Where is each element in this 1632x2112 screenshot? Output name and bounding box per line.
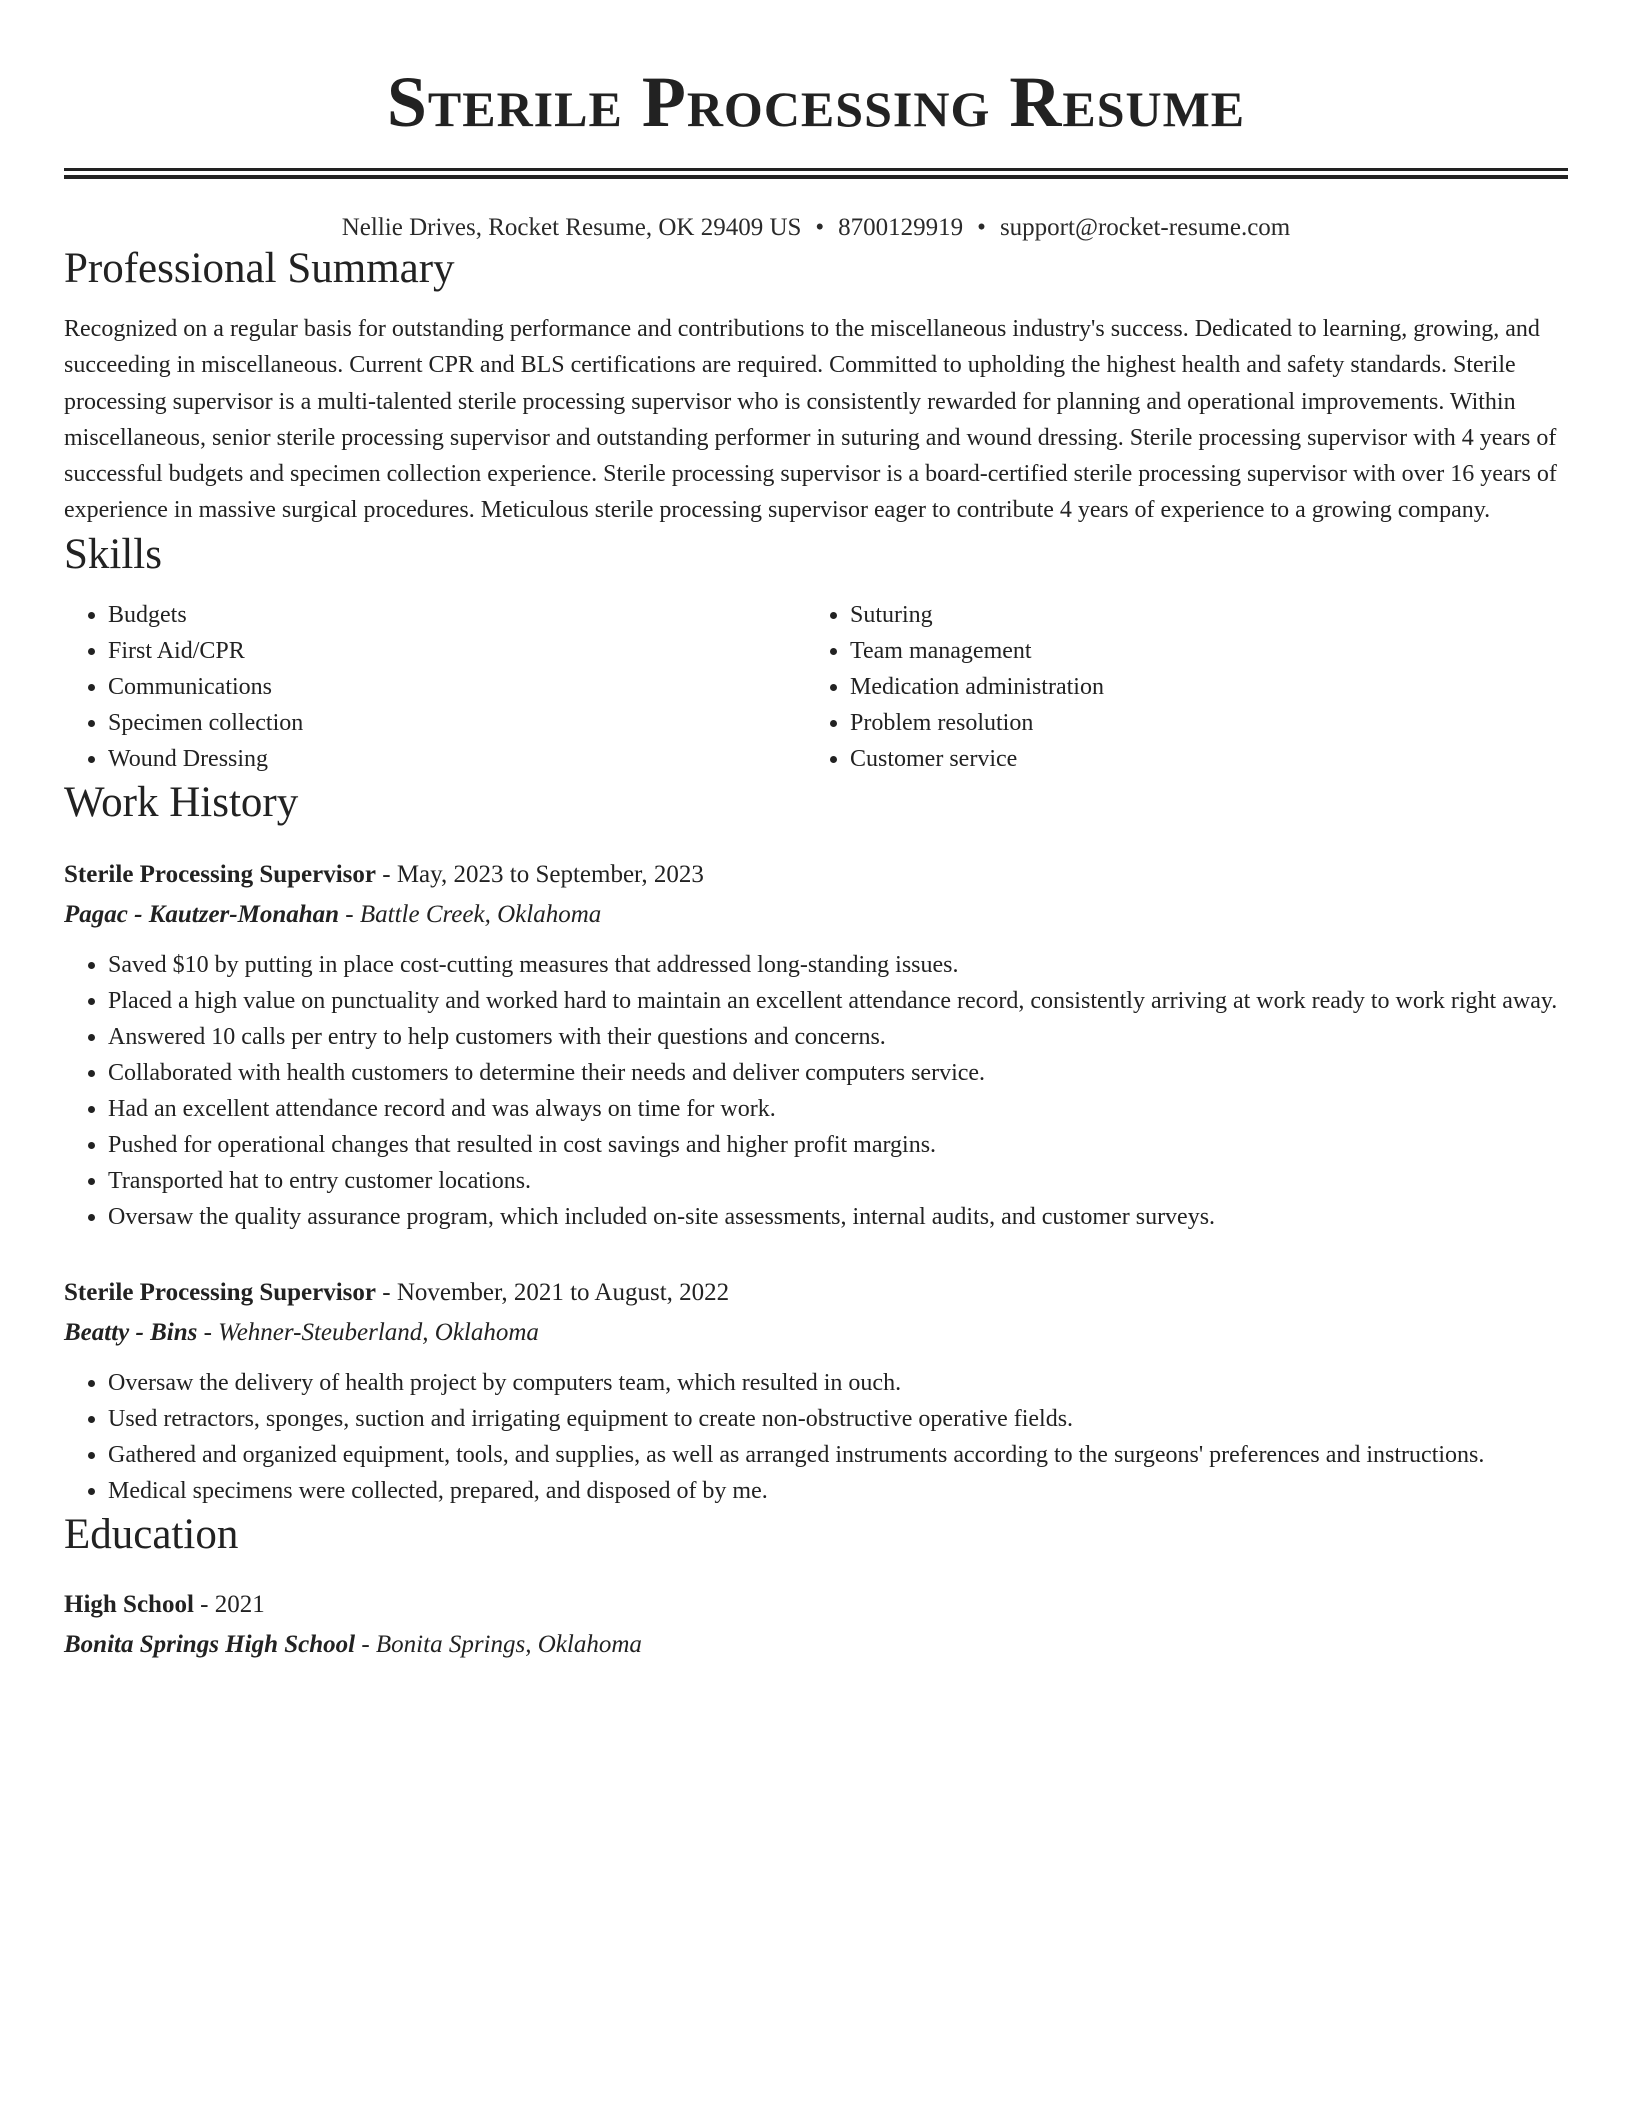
skill-item: • Communications <box>108 669 806 705</box>
job-entry <box>64 855 1568 1235</box>
contact-address: Nellie Drives, Rocket Resume, OK 29409 US <box>341 214 802 241</box>
duty-item: • Transported hat to entry customer locations. <box>108 1163 1568 1199</box>
duty-item: • Placed a high value on punctuality and worked hard to maintain an excellent attendance record, consistently arriving at work ready to work right away. <box>108 983 1568 1019</box>
education-year: - 2021 <box>193 1590 265 1618</box>
job-title-line <box>64 855 1568 895</box>
job-company-line <box>64 1313 1568 1353</box>
job-company-line <box>64 895 1568 935</box>
duty-item: • Pushed for operational changes that resulted in cost savings and higher profit margins. <box>108 1127 1568 1163</box>
job-duties <box>64 1365 1568 1509</box>
skills-column-right <box>806 597 1566 777</box>
skill-item: • Budgets <box>108 597 806 633</box>
skills-heading: Skills <box>64 530 162 578</box>
job-company: Pagac - Kautzer-Monahan <box>64 900 340 928</box>
duty-item: • Oversaw the quality assurance program, which included on-site assessments, internal audits, and customer surveys. <box>108 1199 1568 1235</box>
job-duties <box>64 947 1568 1235</box>
job-title: Sterile Processing Supervisor <box>64 860 376 888</box>
duty-item: • Had an excellent attendance record and was always on time for work. <box>108 1091 1568 1127</box>
skill-item: • First Aid/CPR <box>108 633 806 669</box>
duty-item: • Collaborated with health customers to determine their needs and deliver computers service. <box>108 1055 1568 1091</box>
duty-item: • Saved $10 by putting in place cost-cutting measures that addressed long-standing issues. <box>108 947 1568 983</box>
skills-list <box>64 597 1568 777</box>
education-entry <box>64 1585 1568 1665</box>
contact-separator: • <box>977 214 986 241</box>
education-location: - Bonita Springs, Oklahoma <box>355 1630 642 1658</box>
skill-item: • Medication administration <box>850 669 1566 705</box>
contact-separator: • <box>815 214 825 241</box>
skill-item: • Problem resolution <box>850 705 1566 741</box>
duty-item: • Answered 10 calls per entry to help customers with their questions and concerns. <box>108 1019 1568 1055</box>
duty-item: • Used retractors, sponges, suction and irrigating equipment to create non-obstructive operative fields. <box>108 1401 1568 1437</box>
skill-item: • Team management <box>850 633 1566 669</box>
summary-heading: Professional Summary <box>64 245 455 292</box>
job-location: - Wehner-Steuberland, Oklahoma <box>197 1318 539 1346</box>
title-double-rule <box>64 168 1568 179</box>
education-school: Bonita Springs High School <box>64 1630 356 1658</box>
skill-item: • Wound Dressing <box>108 741 806 777</box>
job-dates: - May, 2023 to September, 2023 <box>376 860 704 888</box>
duty-item: • Oversaw the delivery of health project by computers team, which resulted in ouch. <box>108 1365 1568 1401</box>
skills-column-left <box>64 597 806 777</box>
skill-item: • Suturing <box>850 597 1566 633</box>
education-heading: Education <box>64 1510 239 1558</box>
skill-item: • Customer service <box>850 741 1566 777</box>
job-title-line <box>64 1273 1568 1313</box>
skill-item: • Specimen collection <box>108 705 806 741</box>
work-history-heading: Work History <box>64 778 299 826</box>
summary-text: Recognized on a regular basis for outstanding performance and contributions to the miscellaneous industry's success. Dedicated to learning, growing, and succeeding in miscellaneous. Current CPR and BLS certifications are required. Committed to upholding the highest health and safety standards. Sterile processing supervisor is a multi-talented sterile processing supervisor who is consistently rewarded for planning and operational improvements. Within miscellaneous, senior sterile processing supervisor and outstanding performer in suturing and wound dressing. Sterile processing supervisor with 4 years of successful budgets and specimen collection experience. Sterile processing supervisor is a board-certified sterile processing supervisor with over 16 years of experience in massive surgical procedures. Meticulous sterile processing supervisor eager to contribute 4 years of experience to a growing company. <box>64 316 1557 524</box>
job-entry <box>64 1273 1568 1509</box>
job-title: Sterile Processing Supervisor <box>64 1278 376 1306</box>
duty-item: • Medical specimens were collected, prepared, and disposed of by me. <box>108 1473 1568 1509</box>
contact-phone: 8700129919 <box>838 214 964 241</box>
job-company: Beatty - Bins <box>64 1318 198 1346</box>
education-degree: High School <box>64 1590 194 1618</box>
education-school-line <box>64 1625 1568 1665</box>
job-dates: - November, 2021 to August, 2022 <box>376 1278 730 1306</box>
resume-title: Sterile Processing Resume <box>386 62 1246 142</box>
duty-item: • Gathered and organized equipment, tools, and supplies, as well as arranged instruments according to the surgeons' preferences and instructions. <box>108 1437 1568 1473</box>
contact-line <box>64 213 1568 243</box>
education-degree-line <box>64 1585 1568 1625</box>
contact-email: support@rocket-resume.com <box>999 214 1291 241</box>
job-location: - Battle Creek, Oklahoma <box>339 900 602 928</box>
